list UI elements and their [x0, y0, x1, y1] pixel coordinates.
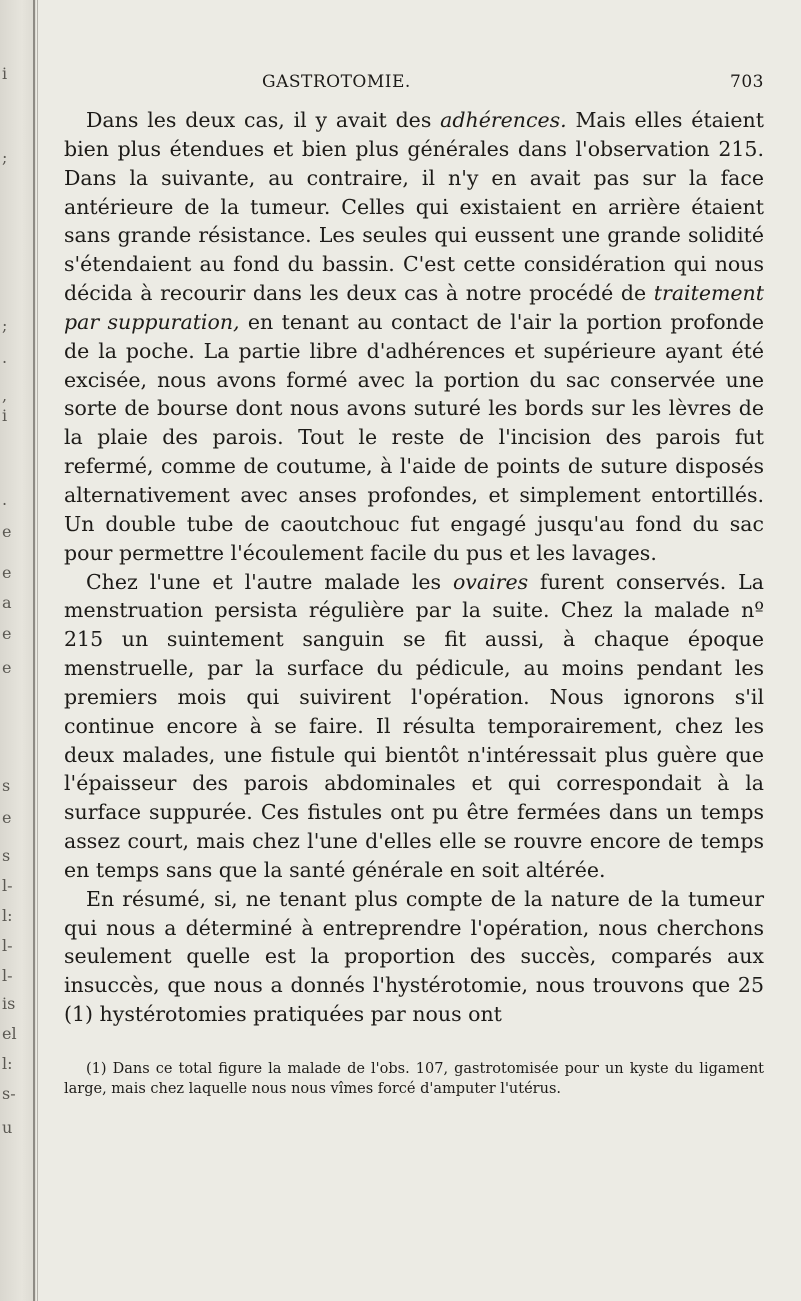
margin-bleed-char: l-	[2, 936, 13, 955]
margin-bleed-char: l-	[2, 876, 13, 895]
margin-bleed-char: s	[2, 776, 11, 795]
margin-bleed-char: l:	[2, 1054, 13, 1073]
text-run: Mais elles étaient bien plus étendues et bien plus générales dans l'observation 215. Dans la suivante, au contraire, il n'y en avait pas sur la face antérieure de la tumeur. Celles qui existaient en arrière étaient sans grande résistance. Les seules qui eussent une grande solidité s'étendaient au fond du bassin. C'est cette considération qui nous décida à recourir dans les deux cas à notre procédé de	[64, 108, 764, 306]
margin-bleed-char: e	[2, 563, 12, 582]
margin-bleed-char: el	[2, 1024, 17, 1043]
text-run: en tenant au contact de l'air la portion profonde de la poche. La partie libre d'adhérences et supérieure ayant été excisée, nous avons formé avec la portion du sac conservée une sorte de bourse dont nous avons suturé les bords sur les lèvres de la plaie des parois. Tout le reste de l'incision des parois fut refermé, comme de coutume, à l'aide de points de suture disposés alternativement avec anses profondes, et simplement entortillés. Un double tube de caoutchouc fut engagé jusqu'au fond du sac pour permettre l'écoulement facile du pus et les lavages.	[64, 309, 765, 565]
footnote: (1) Dans ce total figure la malade de l'obs. 107, gastrotomisée pour un kyste du ligament large, mais chez laquelle nous nous vîmes forcé d'amputer l'utérus.	[64, 1061, 764, 1097]
margin-bleed-char: is	[2, 994, 16, 1013]
margin-bleed-char: .	[2, 348, 8, 367]
running-title: GASTROTOMIE.	[262, 72, 411, 92]
text-run: Dans les deux cas, il y avait des	[86, 108, 441, 132]
running-header	[64, 72, 764, 106]
margin-bleed-char: e	[2, 808, 12, 827]
margin-bleed-char: u	[2, 1118, 13, 1137]
italic-term: ovaires	[452, 569, 529, 594]
body-text	[64, 106, 764, 1029]
margin-bleed-char: s	[2, 846, 11, 865]
margin-bleed-char: ,	[2, 386, 8, 405]
text-run: Chez l'une et l'autre malade les	[86, 569, 453, 594]
margin-bleed-char: e	[2, 658, 12, 677]
italic-term: traitement par suppuration,	[64, 281, 764, 334]
italic-term: adhérences.	[440, 108, 567, 132]
margin-bleed-char: a	[2, 593, 12, 612]
margin-bleed-char: l-	[2, 966, 13, 985]
margin-bleed-char: s-	[2, 1084, 16, 1103]
paragraph	[64, 106, 764, 568]
page-number: 703	[730, 72, 764, 92]
margin-bleed-char: ;	[2, 316, 8, 335]
margin-bleed-char: i	[2, 64, 8, 83]
margin-bleed-char: e	[2, 624, 12, 643]
binding-edge-line-inner	[37, 0, 38, 1301]
binding-gutter	[0, 0, 36, 1301]
margin-bleed-char: l:	[2, 906, 13, 925]
margin-bleed-char: i	[2, 406, 8, 425]
book-page	[64, 72, 764, 1099]
paragraph	[64, 568, 764, 885]
text-run: furent conservés. La menstruation persista régulière par la suite. Chez la malade nº 215 un suintement sanguin se fit aussi, à chaque époque menstruelle, par la surface du pédicule, au moins pendant les premiers mois qui suivirent l'opération. Nous ignorons s'il continue encore à se faire. Il résulta temporairement, chez les deux malades, une fistule qui bientôt n'intéressait plus guère que l'épaisseur des parois abdominales et qui correspondait à la surface suppurée. Ces fistules ont pu être fermées dans un temps assez court, mais chez l'une d'elles elle se rouvre encore de temps en temps sans que la santé générale en soit altérée.	[64, 569, 764, 882]
margin-bleed-char: ;	[2, 148, 8, 167]
margin-bleed-char: .	[2, 490, 8, 509]
text-run: En résumé, si, ne tenant plus compte de la nature de la tumeur qui nous a déterminé à entreprendre l'opération, nous cherchons seulement quelle est la proportion des succès, comparés aux insuccès, que nous a donnés l'hystérotomie, nous trouvons que 25 (1) hystérotomies pratiquées par nous ont	[64, 886, 764, 1027]
margin-bleed-char: e	[2, 522, 12, 541]
binding-edge-line	[33, 0, 35, 1301]
paragraph	[64, 885, 764, 1029]
